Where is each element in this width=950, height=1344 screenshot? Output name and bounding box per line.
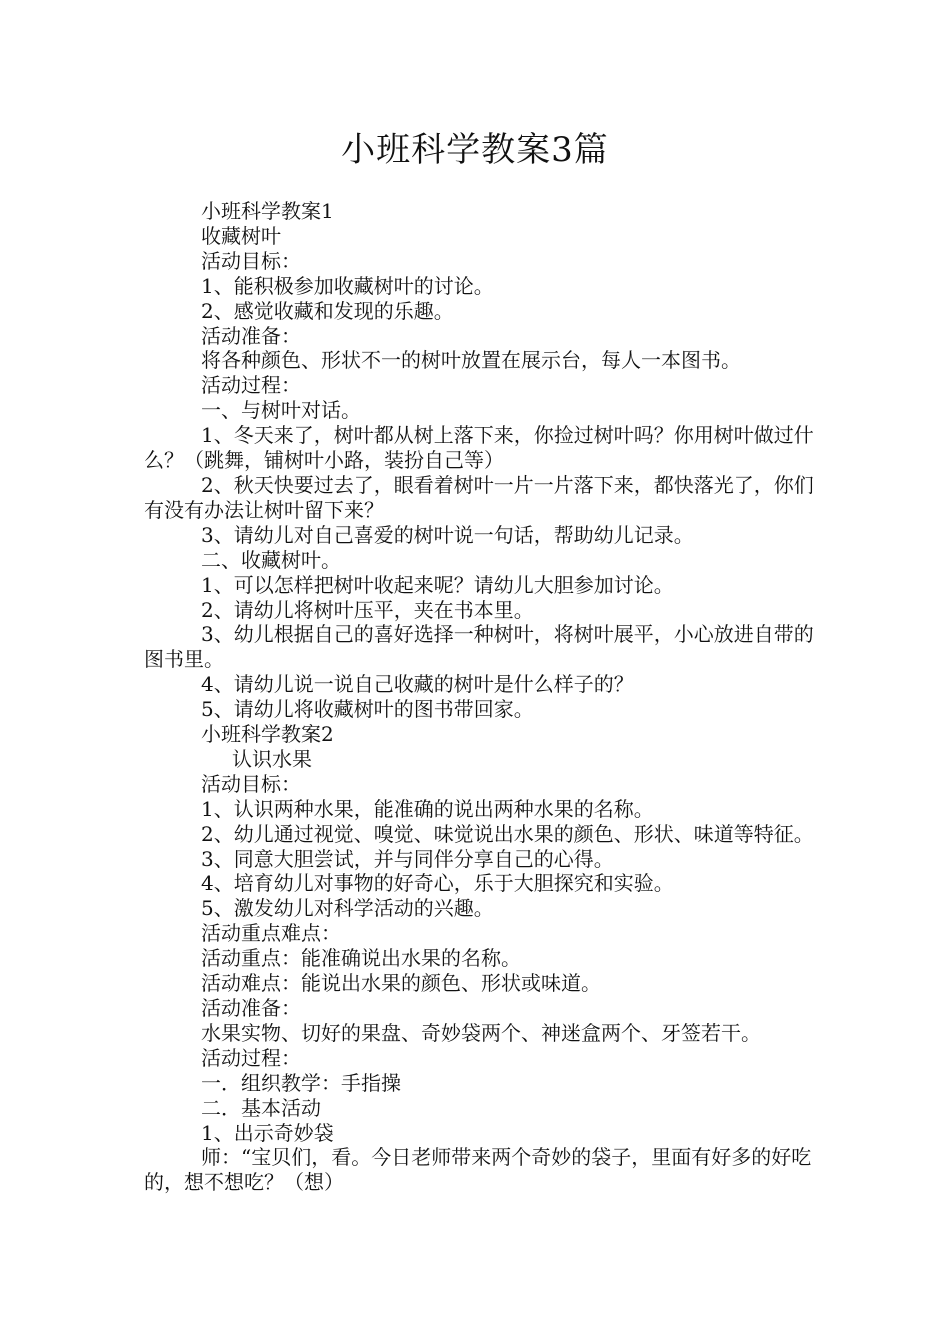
paragraph: 2、幼儿通过视觉、嗅觉、味觉说出水果的颜色、形状、味道等特征。 <box>201 821 814 846</box>
paragraph: 活动过程： <box>201 373 301 398</box>
paragraph: 1、可以怎样把树叶收起来呢？请幼儿大胆参加讨论。 <box>201 572 674 597</box>
paragraph: 3、幼儿根据自己的喜好选择一种树叶，将树叶展平，小心放进自带的图书里。 <box>144 622 814 672</box>
paragraph: 1、冬天来了，树叶都从树上落下来，你捡过树叶吗？你用树叶做过什么？（跳舞，铺树叶小路，装扮自己等） <box>144 423 814 473</box>
paragraph: 活动目标： <box>201 248 301 273</box>
paragraph: 小班科学教案2 <box>201 722 334 747</box>
paragraph: 活动准备： <box>201 996 301 1020</box>
paragraph: 2、请幼儿将树叶压平，夹在书本里。 <box>201 597 534 622</box>
paragraph: 4、请幼儿说一说自己收藏的树叶是什么样子的？ <box>201 672 634 697</box>
paragraph: 5、激发幼儿对科学活动的兴趣。 <box>201 896 494 921</box>
paragraph: 5、请幼儿将收藏树叶的图书带回家。 <box>201 697 534 722</box>
paragraph: 活动过程： <box>201 1045 301 1070</box>
paragraph: 活动目标： <box>201 771 301 796</box>
paragraph: 3、请幼儿对自己喜爱的树叶说一句话，帮助幼儿记录。 <box>201 522 694 547</box>
paragraph: 一、与树叶对话。 <box>201 398 361 423</box>
paragraph: 水果实物、切好的果盘、奇妙袋两个、神迷盒两个、牙签若干。 <box>201 1020 761 1045</box>
paragraph: 活动准备： <box>201 323 301 348</box>
paragraph: 4、培育幼儿对事物的好奇心，乐于大胆探究和实验。 <box>201 871 674 896</box>
paragraph: 2、感觉收藏和发现的乐趣。 <box>201 298 454 323</box>
paragraph: 1、出示奇妙袋 <box>201 1120 334 1145</box>
paragraph: 活动重点：能准确说出水果的名称。 <box>201 946 521 971</box>
document-body <box>144 199 820 1195</box>
paragraph: 师：“宝贝们，看。今日老师带来两个奇妙的袋子，里面有好多的好吃的，想不想吃？（想） <box>144 1145 812 1195</box>
paragraph: 认识水果 <box>232 746 312 771</box>
paragraph: 收藏树叶 <box>201 223 281 248</box>
paragraph: 将各种颜色、形状不一的树叶放置在展示台，每人一本图书。 <box>201 348 741 373</box>
paragraph: 小班科学教案1 <box>201 199 334 223</box>
paragraph: 活动重点难点： <box>201 921 341 946</box>
paragraph: 2、秋天快要过去了，眼看着树叶一片一片落下来，都快落光了，你们有没有办法让树叶留下来？ <box>144 472 814 522</box>
paragraph: 一．组织教学：手指操 <box>201 1070 401 1095</box>
paragraph: 二．基本活动 <box>201 1095 321 1120</box>
paragraph: 二、收藏树叶。 <box>201 547 341 572</box>
paragraph: 1、能积极参加收藏树叶的讨论。 <box>201 273 494 298</box>
paragraph: 3、同意大胆尝试，并与同伴分享自己的心得。 <box>201 846 614 871</box>
document-title: 小班科学教案3篇 <box>341 130 609 170</box>
paragraph: 1、认识两种水果，能准确的说出两种水果的名称。 <box>201 796 654 821</box>
paragraph: 活动难点：能说出水果的颜色、形状或味道。 <box>201 971 601 996</box>
